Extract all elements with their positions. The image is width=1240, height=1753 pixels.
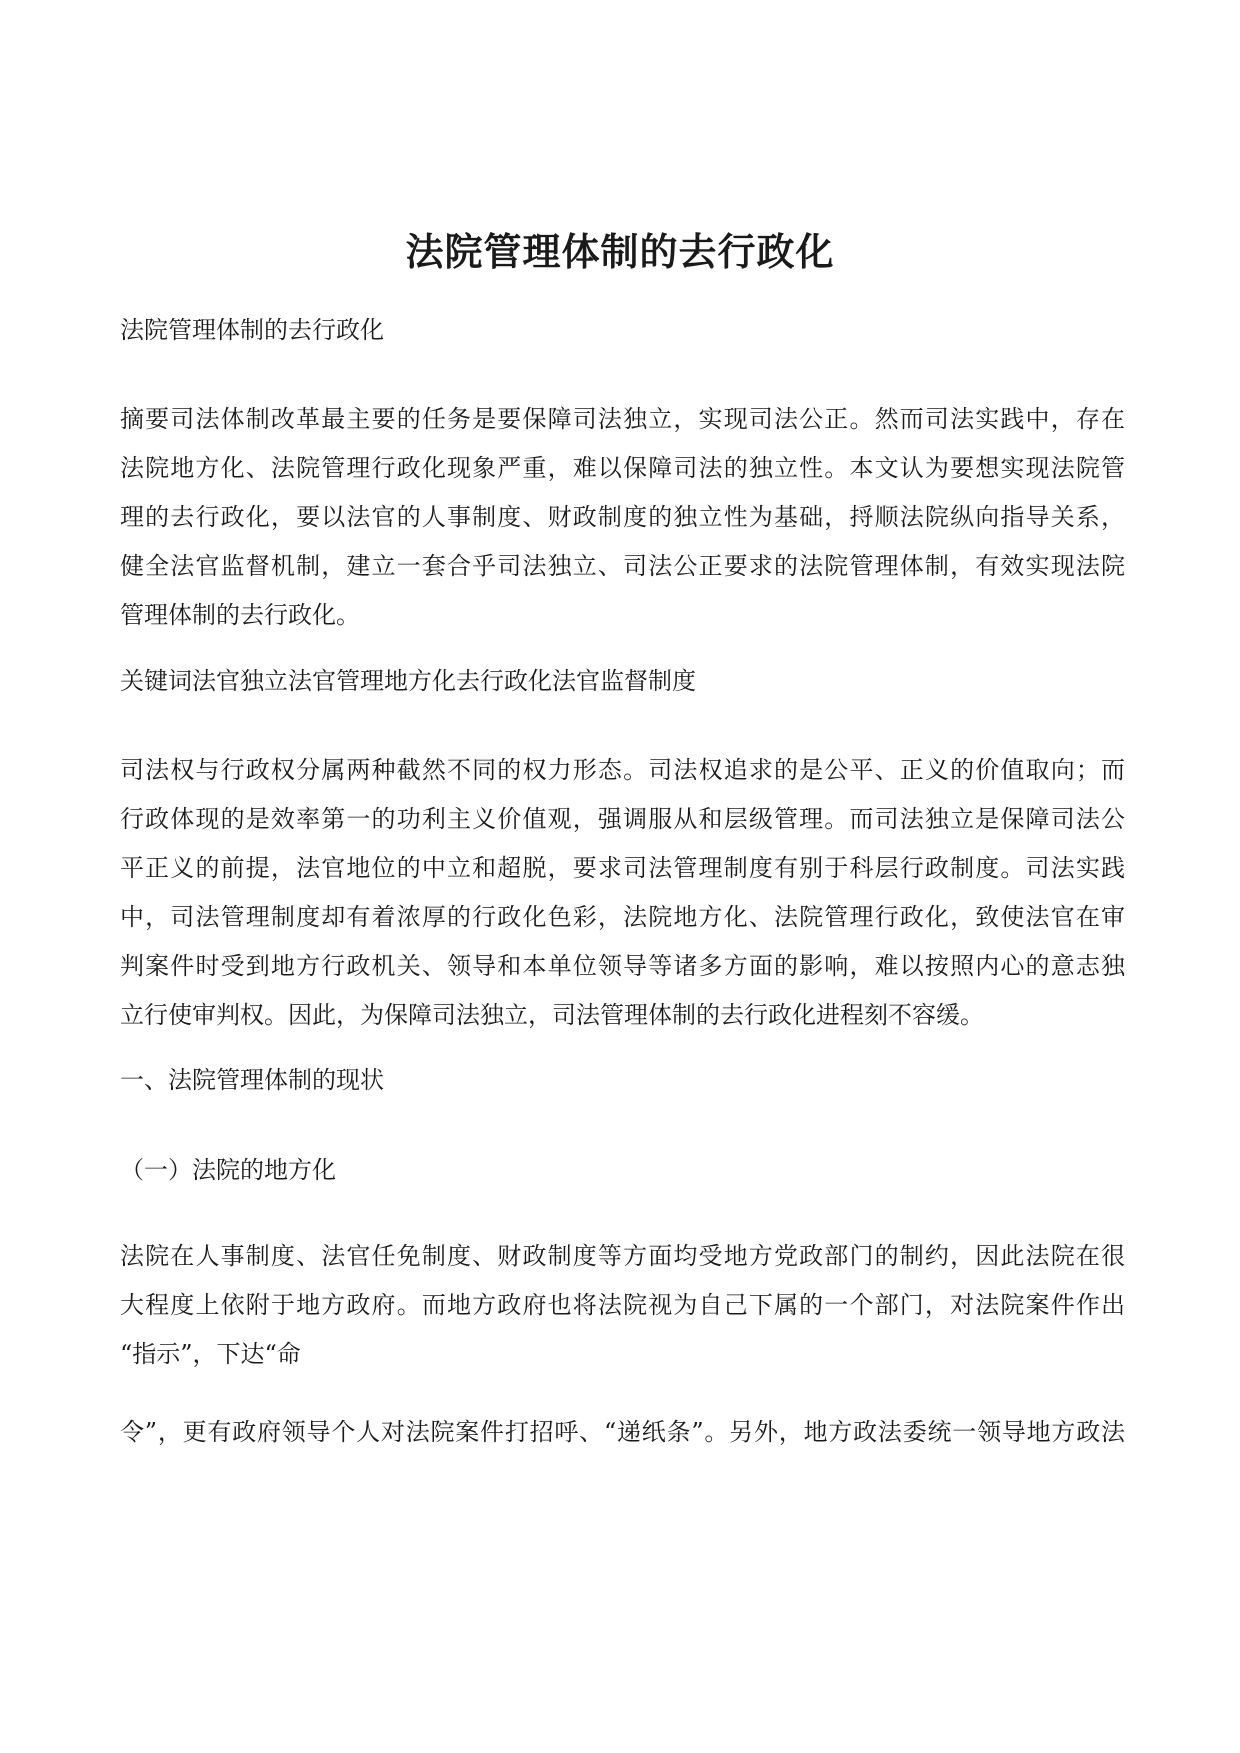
intro-line: 中，司法管理制度却有着浓厚的行政化色彩，法院地方化、法院管理行政化，致使法官在审 bbox=[120, 903, 1125, 931]
body-paragraph bbox=[120, 1232, 1125, 1379]
intro-line: 平正义的前提，法官地位的中立和超脱，要求司法管理制度有别于科层行政制度。司法实践 bbox=[120, 854, 1125, 882]
intro-paragraph bbox=[120, 746, 1125, 1040]
document-subtitle: 法院管理体制的去行政化 bbox=[120, 316, 384, 344]
keywords-line: 关键词法官独立法官管理地方化去行政化法官监督制度 bbox=[120, 667, 696, 695]
body-line: 大程度上依附于地方政府。而地方政府也将法院视为自己下属的一个部门，对法院案件作出 bbox=[120, 1291, 1125, 1319]
continuation-paragraph bbox=[120, 1408, 1125, 1457]
abstract-line: 摘要司法体制改革最主要的任务是要保障司法独立，实现司法公正。然而司法实践中，存在 bbox=[120, 405, 1125, 433]
abstract-line: 理的去行政化，要以法官的人事制度、财政制度的独立性为基础，捋顺法院纵向指导关系， bbox=[120, 503, 1125, 531]
abstract-line: 管理体制的去行政化。 bbox=[120, 601, 360, 629]
section-heading: 一、法院管理体制的现状 bbox=[120, 1066, 384, 1094]
continuation-line: 令”，更有政府领导个人对法院案件打招呼、“递纸条”。另外，地方政法委统一领导地方政法 bbox=[120, 1418, 1125, 1446]
abstract-paragraph bbox=[120, 395, 1125, 640]
abstract-line: 法院地方化、法院管理行政化现象严重，难以保障司法的独立性。本文认为要想实现法院管 bbox=[120, 454, 1125, 482]
body-line: 法院在人事制度、法官任免制度、财政制度等方面均受地方党政部门的制约，因此法院在很 bbox=[120, 1242, 1125, 1270]
intro-line: 判案件时受到地方行政机关、领导和本单位领导等诸多方面的影响，难以按照内心的意志独 bbox=[120, 952, 1125, 980]
intro-line: 行政体现的是效率第一的功利主义价值观，强调服从和层级管理。而司法独立是保障司法公 bbox=[120, 805, 1125, 833]
body-line: “指示”，下达“命 bbox=[120, 1340, 301, 1368]
document-title: 法院管理体制的去行政化 bbox=[405, 229, 835, 274]
subsection-heading: （一）法院的地方化 bbox=[120, 1156, 336, 1184]
abstract-line: 健全法官监督机制，建立一套合乎司法独立、司法公正要求的法院管理体制，有效实现法院 bbox=[120, 552, 1125, 580]
intro-line: 司法权与行政权分属两种截然不同的权力形态。司法权追求的是公平、正义的价值取向；而 bbox=[120, 756, 1125, 784]
intro-line: 立行使审判权。因此，为保障司法独立，司法管理体制的去行政化进程刻不容缓。 bbox=[120, 1001, 984, 1029]
